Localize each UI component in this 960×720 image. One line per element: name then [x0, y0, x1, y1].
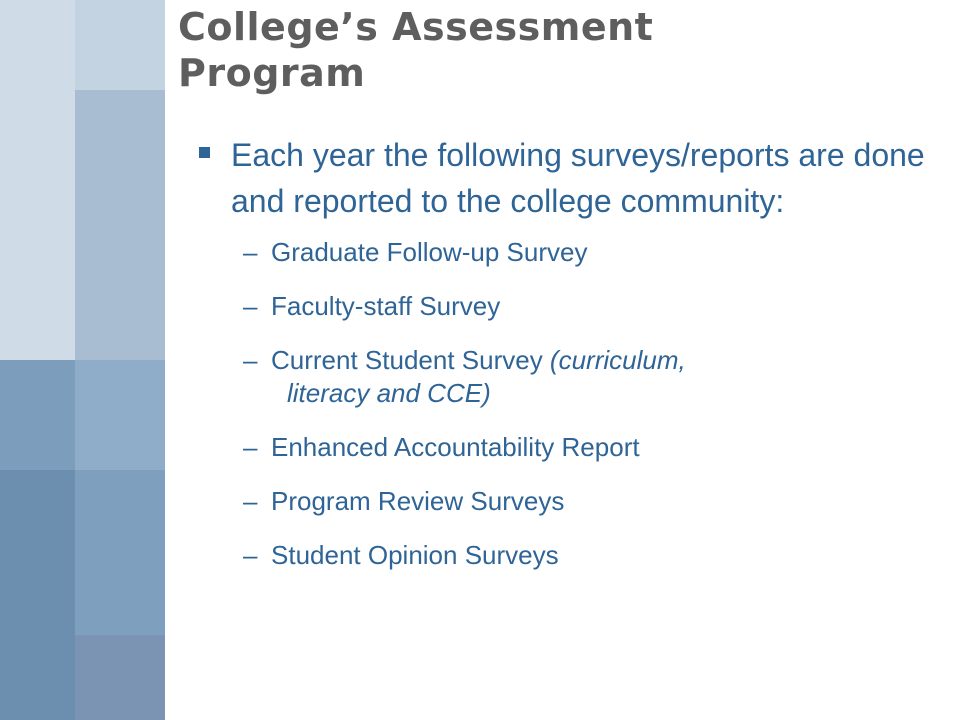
sub-bullet-item: [243, 236, 935, 269]
slide-title: [178, 4, 938, 96]
sub-bullet-list: [195, 236, 935, 572]
sub-bullet-italic-continuation: literacy and CCE): [287, 378, 491, 408]
dash-bullet-icon: –: [243, 291, 258, 321]
sub-bullet-text: Graduate Follow-up Survey: [271, 237, 588, 267]
sub-bullet-item: [243, 539, 935, 572]
sub-bullet-item: [243, 290, 935, 323]
square-bullet-icon: [199, 147, 210, 158]
dash-bullet-icon: –: [243, 540, 258, 570]
mosaic-tile: [75, 360, 165, 470]
mosaic-tile: [75, 470, 165, 635]
sub-bullet-text: Program Review Surveys: [271, 486, 565, 516]
slide-content: [195, 132, 935, 593]
main-bullet-text: Each year the following surveys/reports are done and reported to the college community:: [231, 137, 925, 219]
sub-bullet-italic-note: (curriculum,: [549, 345, 686, 375]
dash-bullet-icon: –: [243, 486, 258, 516]
dash-bullet-icon: –: [243, 432, 258, 462]
mosaic-tile: [0, 0, 75, 360]
sub-bullet-text: Current Student Survey: [271, 345, 550, 375]
sub-bullet-item: [243, 485, 935, 518]
mosaic-tile: [0, 470, 75, 635]
mosaic-tile: [75, 635, 165, 720]
sub-bullet-text: Faculty-staff Survey: [271, 291, 501, 321]
decorative-mosaic: [0, 0, 165, 720]
sub-bullet-text: Enhanced Accountability Report: [271, 432, 640, 462]
mosaic-tile: [0, 635, 75, 720]
title-line-1: College’s Assessment: [178, 5, 654, 49]
sub-bullet-text: Student Opinion Surveys: [271, 540, 559, 570]
mosaic-tile: [75, 90, 165, 360]
sub-bullet-item: [243, 344, 935, 410]
mosaic-tile: [0, 360, 75, 470]
main-bullet: [195, 132, 935, 224]
dash-bullet-icon: –: [243, 237, 258, 267]
sub-bullet-item: [243, 431, 935, 464]
title-line-2: Program: [178, 51, 366, 95]
mosaic-tile: [75, 0, 165, 90]
dash-bullet-icon: –: [243, 345, 258, 375]
